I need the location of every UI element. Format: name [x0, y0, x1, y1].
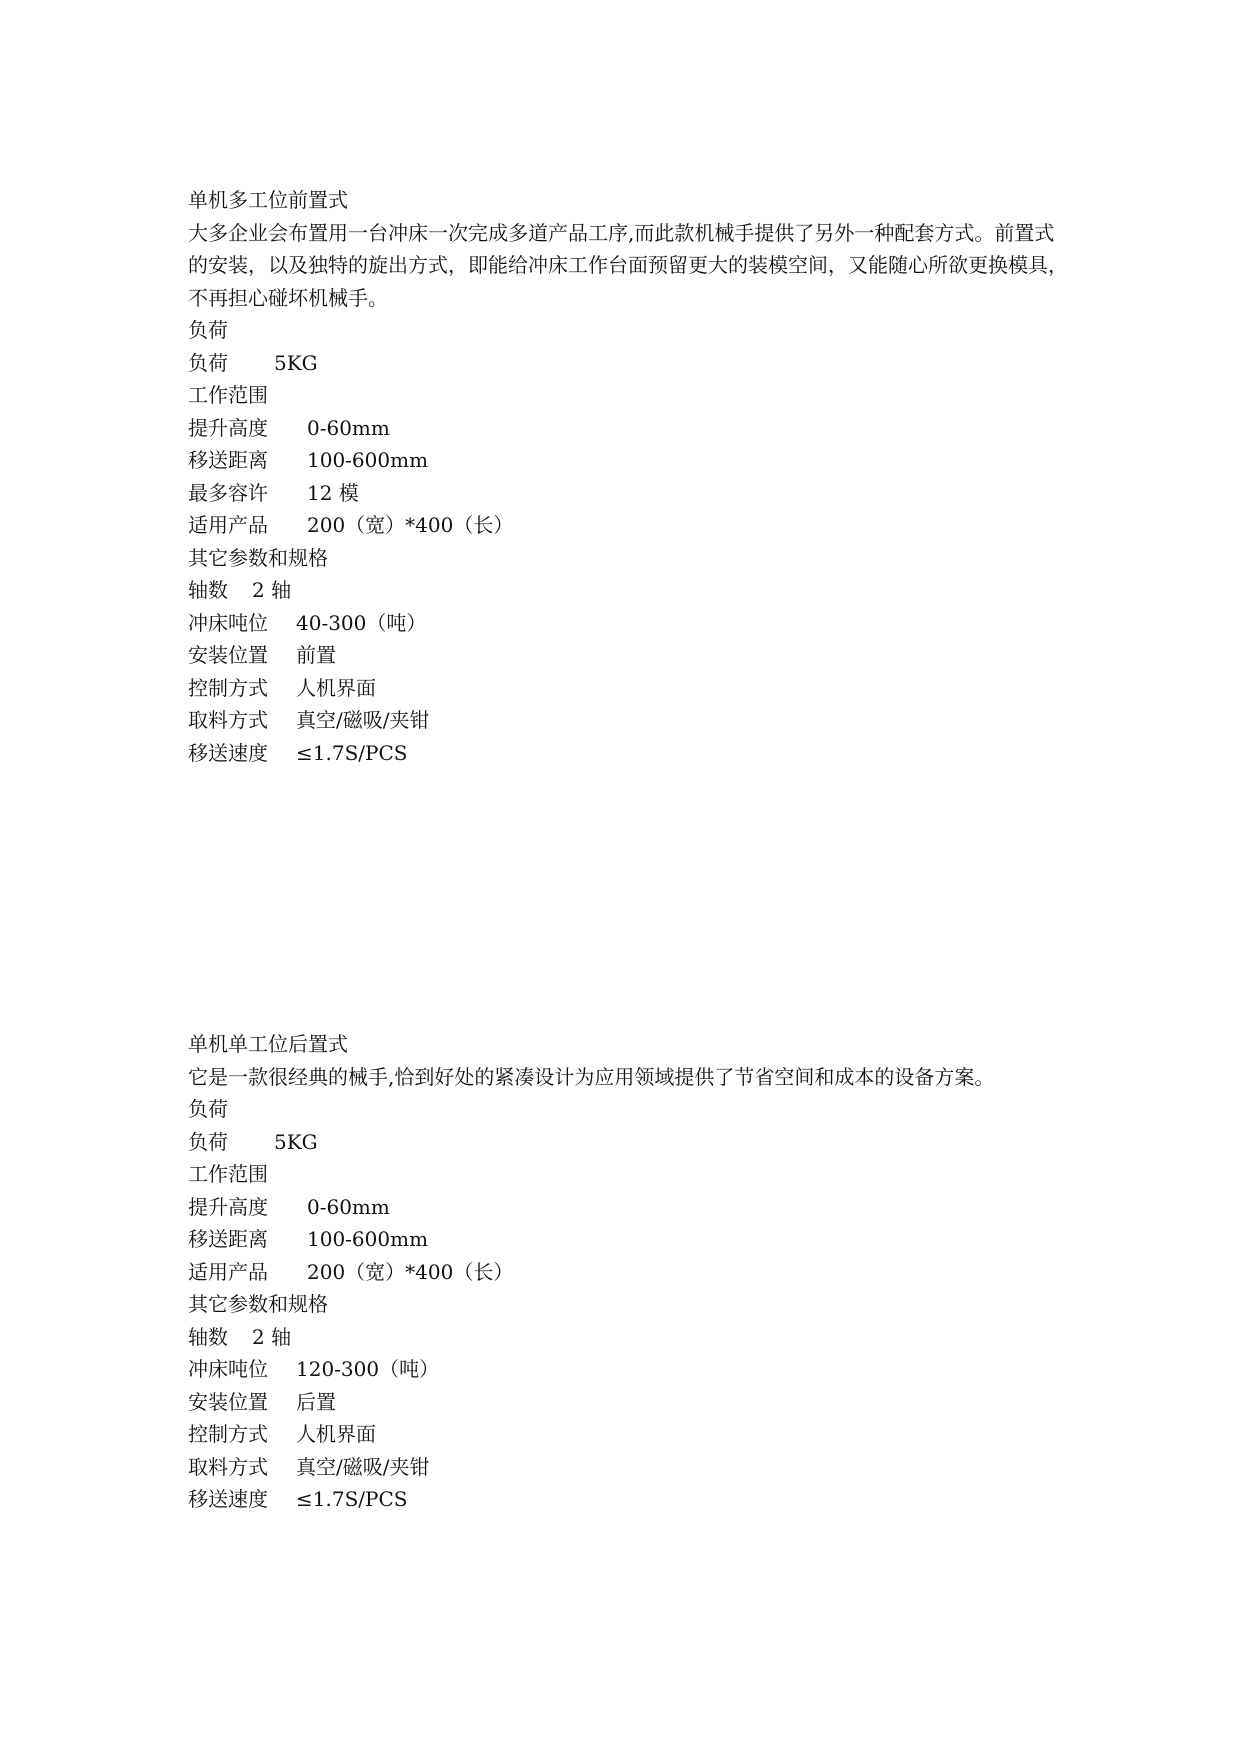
spec-row-load — [188, 347, 1088, 380]
spec-label: 负荷 — [188, 350, 228, 375]
spec-value: 12 模 — [307, 480, 359, 505]
spec-label: 取料方式 — [188, 708, 268, 732]
spec-row-install-position — [188, 639, 1088, 672]
spec-row-install-position — [188, 1386, 1088, 1419]
product-section-rear-mounted — [188, 1028, 1088, 1516]
spec-row-press-tonnage — [188, 607, 1088, 640]
spec-value: 2 轴 — [252, 1324, 292, 1349]
spec-value: 40-300（吨） — [296, 610, 427, 635]
spec-value: 120-300（吨） — [296, 1357, 440, 1381]
spec-row-lift-height — [188, 412, 1088, 445]
spec-label: 最多容许 — [188, 480, 268, 505]
spec-value: 5KG — [274, 1129, 318, 1154]
spec-row-control-mode — [188, 672, 1088, 705]
spec-value: 真空/磁吸/夹钳 — [296, 1454, 430, 1479]
specs-heading: 其它参数和规格 — [188, 545, 328, 570]
spec-row-transfer-speed — [188, 737, 1088, 770]
spec-value: 200（宽）*400（长） — [307, 1259, 514, 1284]
spec-label: 控制方式 — [188, 675, 268, 700]
spec-label: 冲床吨位 — [188, 1357, 268, 1381]
range-heading: 工作范围 — [188, 383, 268, 407]
spec-row-pickup-mode — [188, 1451, 1088, 1484]
spec-value: 100-600mm — [307, 1227, 429, 1251]
spec-label: 移送速度 — [188, 740, 268, 765]
load-heading: 负荷 — [188, 1097, 228, 1121]
spec-row-control-mode — [188, 1418, 1088, 1451]
spec-label: 适用产品 — [188, 1259, 268, 1284]
spec-row-axis — [188, 1321, 1088, 1354]
spec-value: 2 轴 — [252, 578, 292, 602]
load-heading: 负荷 — [188, 318, 228, 342]
spec-value: 后置 — [296, 1389, 336, 1414]
specs-heading: 其它参数和规格 — [188, 1292, 328, 1316]
spec-label: 移送距离 — [188, 1227, 268, 1251]
spec-row-product-size — [188, 1256, 1088, 1289]
spec-row-transfer-speed — [188, 1483, 1088, 1516]
spec-label: 控制方式 — [188, 1422, 268, 1446]
spec-label: 轴数 — [188, 1324, 228, 1349]
section-description: 它是一款很经典的械手,恰到好处的紧凑设计为应用领域提供了节省空间和成本的设备方案。 — [188, 1064, 995, 1089]
spec-label: 取料方式 — [188, 1454, 268, 1479]
spec-label: 轴数 — [188, 578, 228, 602]
spec-value: 5KG — [274, 350, 318, 375]
spec-label: 负荷 — [188, 1129, 228, 1154]
spec-label: 安装位置 — [188, 643, 268, 667]
spec-label: 冲床吨位 — [188, 610, 268, 635]
spec-row-transfer-distance — [188, 444, 1088, 477]
spec-row-pickup-mode — [188, 704, 1088, 737]
spec-row-lift-height — [188, 1191, 1088, 1224]
spec-value: ≤1.7S/PCS — [296, 740, 408, 765]
spec-row-transfer-distance — [188, 1223, 1088, 1256]
spec-label: 提升高度 — [188, 1194, 268, 1219]
spec-row-product-size — [188, 509, 1088, 542]
spec-value: 200（宽）*400（长） — [307, 513, 514, 537]
range-heading: 工作范围 — [188, 1162, 268, 1186]
spec-value: 人机界面 — [296, 1422, 376, 1446]
spec-value: 人机界面 — [296, 675, 376, 700]
spec-value: 0-60mm — [307, 415, 390, 440]
spec-row-max-dies — [188, 477, 1088, 510]
spec-label: 安装位置 — [188, 1389, 268, 1414]
spec-value: 真空/磁吸/夹钳 — [296, 708, 430, 732]
spec-value: 0-60mm — [307, 1194, 390, 1219]
spec-row-load — [188, 1126, 1088, 1159]
spec-label: 移送距离 — [188, 448, 268, 472]
spec-label: 适用产品 — [188, 513, 268, 537]
spec-label: 移送速度 — [188, 1487, 268, 1511]
spec-row-axis — [188, 574, 1088, 607]
section-title: 单机多工位前置式 — [188, 188, 348, 212]
spec-label: 提升高度 — [188, 415, 268, 440]
section-description: 大多企业会布置用一台冲床一次完成多道产品工序,而此款机械手提供了另外一种配套方式。前置式的安装，以及独特的旋出方式，即能给冲床工作台面预留更大的装模空间，又能随心所欲更换模具，不再担心碰坏机械手。 — [188, 220, 1068, 310]
product-section-front-mounted — [188, 184, 1088, 769]
spec-value: ≤1.7S/PCS — [296, 1487, 408, 1511]
spec-row-press-tonnage — [188, 1353, 1088, 1386]
spec-value: 前置 — [296, 643, 336, 667]
spec-value: 100-600mm — [307, 448, 429, 472]
section-title: 单机单工位后置式 — [188, 1032, 348, 1056]
